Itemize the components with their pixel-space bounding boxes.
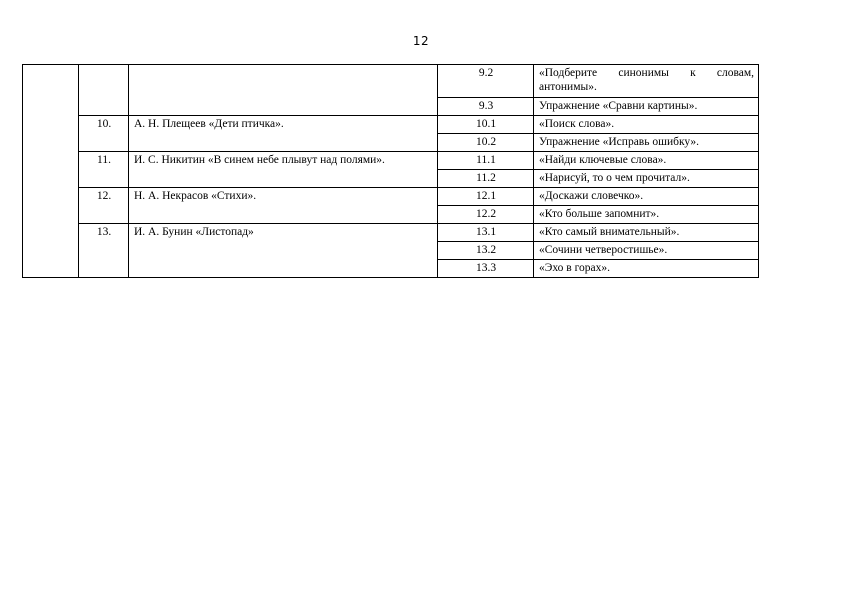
exercise-task-cell: «Нарисуй, то о чем прочитал». — [534, 170, 759, 188]
exercise-task-cell: «Поиск слова». — [534, 116, 759, 134]
work-title-cell: Н. А. Некрасов «Стихи». — [129, 188, 438, 224]
work-title-cell: И. А. Бунин «Листопад» — [129, 224, 438, 278]
row-number-cell: 11. — [79, 152, 129, 188]
exercise-code-cell: 11.2 — [438, 170, 534, 188]
exercise-code-cell: 9.2 — [438, 65, 534, 98]
exercise-task-cell: «Кто самый внимательный». — [534, 224, 759, 242]
row-number-cell: 12. — [79, 188, 129, 224]
row-number-cell: 10. — [79, 116, 129, 152]
row-number-cell: 13. — [79, 224, 129, 278]
table-row — [23, 188, 759, 206]
work-title-cell — [129, 65, 438, 116]
page-number: 12 — [412, 34, 430, 48]
work-title-cell: И. С. Никитин «В синем небе плывут над полями». — [129, 152, 438, 188]
exercise-task-cell: Упражнение «Исправь ошибку». — [534, 134, 759, 152]
exercise-code-cell: 12.1 — [438, 188, 534, 206]
row-number-cell — [79, 65, 129, 116]
table-row — [23, 224, 759, 242]
exercise-code-cell: 10.1 — [438, 116, 534, 134]
exercise-task-cell: Упражнение «Сравни картины». — [534, 98, 759, 116]
exercise-code-cell: 13.2 — [438, 242, 534, 260]
exercise-code-cell: 11.1 — [438, 152, 534, 170]
exercise-task-cell: «Эхо в горах». — [534, 260, 759, 278]
work-title-cell: А. Н. Плещеев «Дети птичка». — [129, 116, 438, 152]
exercise-code-cell: 9.3 — [438, 98, 534, 116]
exercise-task-cell: «Сочини четверостишье». — [534, 242, 759, 260]
table-row — [23, 116, 759, 134]
lesson-table — [22, 64, 759, 278]
exercise-code-cell: 12.2 — [438, 206, 534, 224]
table-row — [23, 65, 759, 98]
exercise-code-cell: 13.3 — [438, 260, 534, 278]
exercise-task-cell: «Кто больше запомнит». — [534, 206, 759, 224]
exercise-code-cell: 13.1 — [438, 224, 534, 242]
exercise-task-cell: «Доскажи словечко». — [534, 188, 759, 206]
exercise-code-cell: 10.2 — [438, 134, 534, 152]
exercise-task-cell: «Найди ключевые слова». — [534, 152, 759, 170]
table-row — [23, 152, 759, 170]
blank-column-cell — [23, 65, 79, 278]
exercise-task-cell: «Подберите синонимы к словам, антонимы». — [534, 65, 759, 98]
